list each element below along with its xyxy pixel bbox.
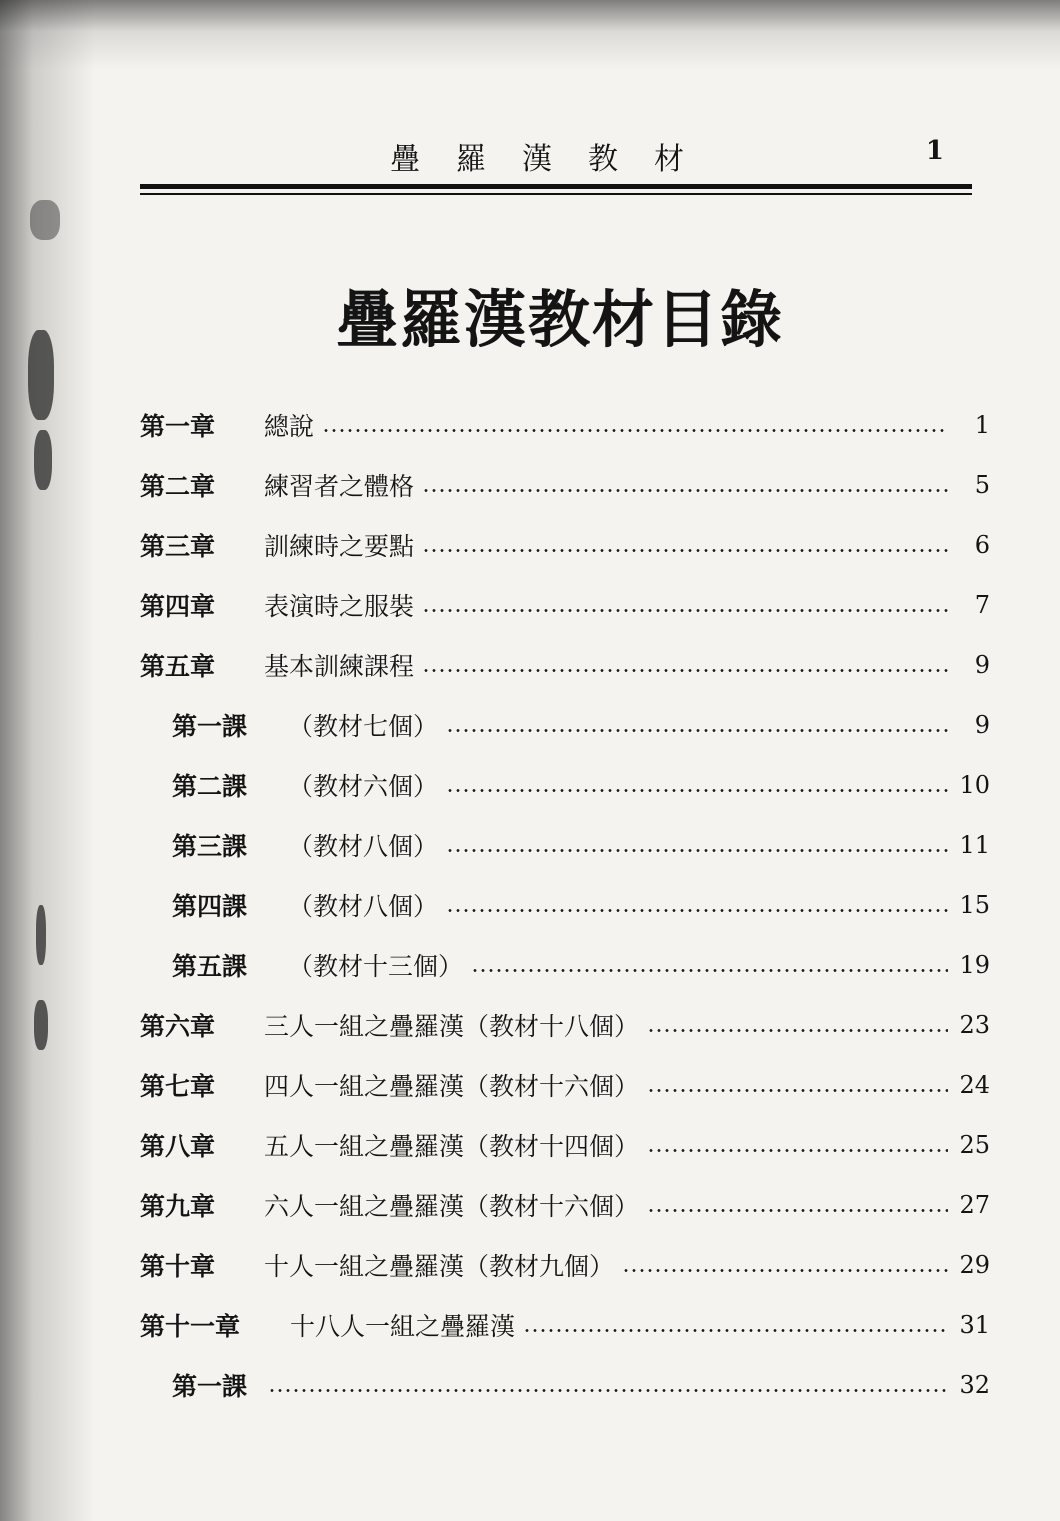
toc-entry-page: 6 [974,531,990,559]
toc-entry [140,1300,990,1350]
dot-leader [647,1029,948,1032]
scan-shadow-left [0,0,95,1521]
dot-leader [422,489,948,492]
toc-entry-text: 十人一組之疊羅漢（教材九個） [264,1252,615,1281]
dot-leader [523,1329,948,1332]
toc-entry [140,460,990,510]
toc-entry-text: 練習者之體格 [264,472,415,501]
toc-entry [140,1120,990,1170]
toc-entry-label: 第四章 [140,592,216,621]
toc-entry-text: 表演時之服裝 [264,592,415,621]
toc-entry-label: 第七章 [140,1072,216,1101]
scan-smudge [36,905,46,965]
toc-entry [140,520,990,570]
dot-leader [647,1209,948,1212]
toc-entry-page: 23 [959,1011,990,1039]
dot-leader [471,969,948,972]
toc-entry-text: 四人一組之疊羅漢（教材十六個） [264,1072,640,1101]
scan-smudge [30,200,60,240]
toc-entry-page: 31 [959,1311,990,1339]
dot-leader [422,549,948,552]
toc-entry-text: （教材八個） [288,892,439,921]
dot-leader [446,909,948,912]
toc-entry-page: 7 [974,591,990,619]
toc-entry-label: 第五章 [140,652,216,681]
scan-shadow-top [0,0,1060,70]
toc-entry-label: 第八章 [140,1132,216,1161]
toc-entry [140,640,990,690]
toc-entry-label: 第十一章 [140,1312,241,1341]
toc-entry-label: 第三課 [172,832,248,861]
toc-entry-page: 1 [974,411,990,439]
dot-leader [446,849,948,852]
toc-entry-text: （教材六個） [288,772,439,801]
toc-entry-page: 15 [959,891,990,919]
scan-smudge [34,430,52,490]
toc-entry-label: 第二章 [140,472,216,501]
toc-entry [140,1240,990,1290]
dot-leader [422,669,948,672]
toc-entry [140,1060,990,1110]
running-header [140,130,972,180]
toc-entry [140,1000,990,1050]
toc-entry [140,400,990,450]
toc-entry-page: 32 [959,1371,990,1399]
dot-leader [446,729,948,732]
toc-subentry [172,880,990,930]
toc-entry-text: 十八人一組之疊羅漢 [290,1312,516,1341]
toc-entry-page: 9 [974,651,990,679]
toc-entry-page: 24 [959,1071,990,1099]
toc-entry-text: 六人一組之疊羅漢（教材十六個） [264,1192,640,1221]
toc-entry-page: 27 [959,1191,990,1219]
toc-entry-text: 基本訓練課程 [264,652,415,681]
toc-entry-label: 第六章 [140,1012,216,1041]
header-rule-thin [140,193,972,195]
toc-entry-page: 10 [959,771,990,799]
toc-entry-text: 訓練時之要點 [264,532,415,561]
toc-entry-label: 第四課 [172,892,248,921]
header-rule-thick [140,184,972,189]
toc-entry-page: 29 [959,1251,990,1279]
toc-entry-page: 11 [959,831,990,859]
toc-entry-label: 第三章 [140,532,216,561]
running-header-title: 疊羅漢教材 [390,142,720,177]
toc-entry-page: 9 [974,711,990,739]
dot-leader [446,789,948,792]
dot-leader [322,429,948,432]
scan-smudge [34,1000,48,1050]
toc-entry-text: （教材十三個） [288,952,464,981]
dot-leader [268,1389,948,1392]
toc-subentry [172,700,990,750]
toc-entry-text: （教材七個） [288,712,439,741]
dot-leader [647,1149,948,1152]
toc-entry-page: 19 [959,951,990,979]
dot-leader [422,609,948,612]
toc-entry-text: 五人一組之疊羅漢（教材十四個） [264,1132,640,1161]
toc-entry-page: 25 [959,1131,990,1159]
toc-title: 疊羅漢教材目錄 [335,283,784,356]
toc-entry-text: 三人一組之疊羅漢（教材十八個） [264,1012,640,1041]
dot-leader [647,1089,948,1092]
toc-entry-label: 第一章 [140,412,216,441]
toc-entry-label: 第十章 [140,1252,216,1281]
toc-entry-label: 第一課 [172,712,248,741]
toc-entry-label: 第二課 [172,772,248,801]
page-number: 1 [925,136,944,166]
toc-entry-page: 5 [974,471,990,499]
toc-entry [140,1180,990,1230]
toc-subentry [172,820,990,870]
toc-entry-label: 第一課 [172,1372,248,1401]
toc-entry-label: 第五課 [172,952,248,981]
toc-subentry [172,940,990,990]
toc-subentry [172,1360,990,1410]
toc-entry-text: （教材八個） [288,832,439,861]
toc-entry [140,580,990,630]
toc-subentry [172,760,990,810]
dot-leader [622,1269,948,1272]
toc-entry-label: 第九章 [140,1192,216,1221]
toc-entry-text: 總說 [264,412,315,441]
